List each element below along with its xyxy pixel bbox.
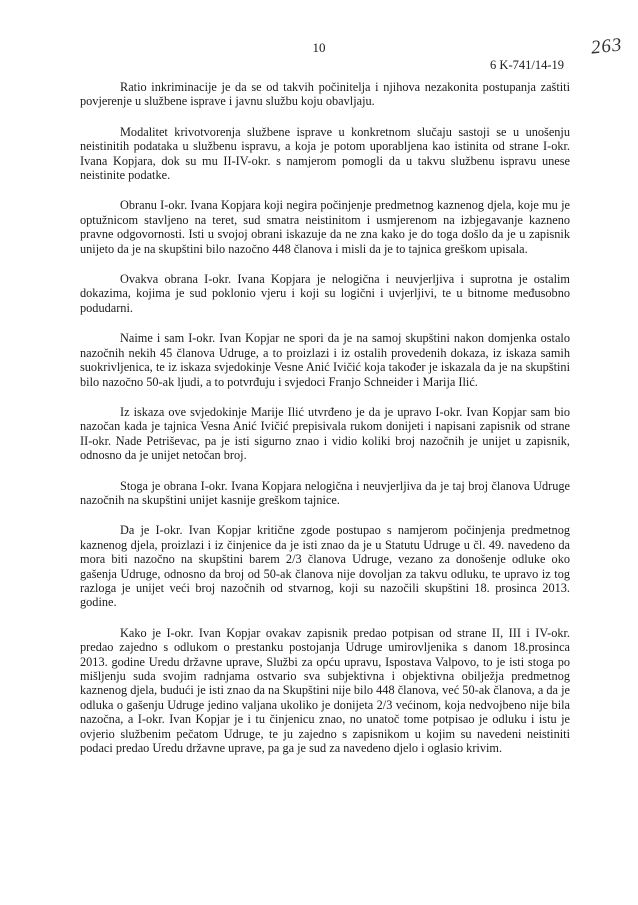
paragraph-namjera: Da je I-okr. Ivan Kopjar kritične zgode postupao s namjerom počinjenja predmetnog kaznenog djela, proizlazi i iz činjenice da je isti znao da je u Statutu Udruge u čl. 49. navedeno da mora biti nazočno na skupštini barem 2/3 članova Udruge, vezano za donošenje odluke oko gašenja Udruge, odnosno da broj od 50-ak članova nije dovoljan za takvu odluku, te upravo iz tog razloga je unijet veći broj nazočnih od stvarnog, koji su nazočili skupštini 18. prosinca 2013. godine. <box>80 523 570 610</box>
paragraph-stoga: Stoga je obrana I-okr. Ivana Kopjara nelogična i neuvjerljiva da je taj broj članova Udruge nazočnih na skupštini unijet kasnije greškom tajnice. <box>80 478 570 507</box>
case-number: 6 K-741/14-19 <box>490 58 564 72</box>
paragraph-modalitet: Modalitet krivotvorenja službene isprave u konkretnom slučaju sastoji se u unošenju neistinitih podataka u službenu ispravu, a koja je potom uporabljena kao istinita od strane I-okr. Ivana Kopjara, dok su mu II-IV-okr. s namjerom pomogli da u takvu službenu ispravu unese neistinite podatke. <box>80 124 570 183</box>
paragraph-naime: Naime i sam I-okr. Ivan Kopjar ne spori da je na samoj skupštini nakon domjenka ostalo nazočnih nekih 45 članova Udruge, a to proizlazi i iz ostalih provedenih dokaza, iz iskaza samih suokrivljenica, te iz iskaza svjedokinje Vesne Anić Ivičić koja također je iskazala da je na skupštini bilo nazočno 50-ak ljudi, a to potvrđuju i svjedoci Franjo Schneider i Marija Ilić. <box>80 331 570 389</box>
paragraph-nelogicna-obrana: Ovakva obrana I-okr. Ivana Kopjara je nelogična i neuvjerljiva i suprotna je ostalim dokazima, kojima je sud poklonio vjeru i koji su logični i uvjerljivi, te u bitnome međusobno podudarni. <box>80 272 570 315</box>
paragraph-iskaz-svjedokinje: Iz iskaza ove svjedokinje Marije Ilić utvrđeno je da je upravo I-okr. Ivan Kopjar sam bio nazočan kada je tajnica Vesna Anić Ivičić prepisivala rukom donijeti i napisani zapisnik od strane II-okr. Nade Petriševac, pa je isti sigurno znao i vidio koliki broj nazočnih je unijet u zapisnik, odnosno da je unijet netočan broj. <box>80 404 570 463</box>
paragraph-ratio: Ratio inkriminacije je da se od takvih počinitelja i njihova nezakonita postupanja zaštiti povjerenje u službene isprave i javnu službu koju obavljaju. <box>80 80 570 109</box>
paragraph-obrana: Obranu I-okr. Ivana Kopjara koji negira počinjenje predmetnog kaznenog djela, koje mu je optužnicom stavljeno na teret, sud smatra neistinitom i usmjerenom na izbjegavanje kazneno pravne odgovornosti. Isti u svojoj obrani iskazuje da ne zna kako je do toga došlo da je u zapisnik unijeto da je na skupštini bilo nazočno 448 članova i misli da je to tajnica greškom upisala. <box>80 198 570 256</box>
paragraph-zakljucak: Kako je I-okr. Ivan Kopjar ovakav zapisnik predao potpisan od strane II, III i IV-okr. predao zajedno s odlukom o prestanku postojanja Udruge umirovljenika s danom 18.prosinca 2013. godine Uredu državne uprave, Službi za opću upravu, Ispostava Valpovo, to je isti stoga po mišljenju suda svojim radnjama ostvario sva subjektivna i objektivna obilježja predmetnog kaznenog djela, budući je isti znao da na Skupštini nije bilo 448 članova, već 50-ak članova, a da je odluka o gašenju Udruge jedino valjana ukoliko je donijeta 2/3 većinom, koja nedvojbeno nije bila nazočna, a I-okr. Ivan Kopjar je i tu činjenicu znao, no unatoč tome potpisao je odluku i istu je ovjerio službenim pečatom Udruge, te ju zajedno s zapisnikom u kojim su navedeni neistiniti podaci predao Uredu državne uprave, pa ga je sud za navedeno djelo i oglasio krivim. <box>80 625 570 756</box>
document-body <box>80 80 570 755</box>
handwritten-page-note: 263 <box>589 34 623 59</box>
page-number: 10 <box>312 40 326 55</box>
